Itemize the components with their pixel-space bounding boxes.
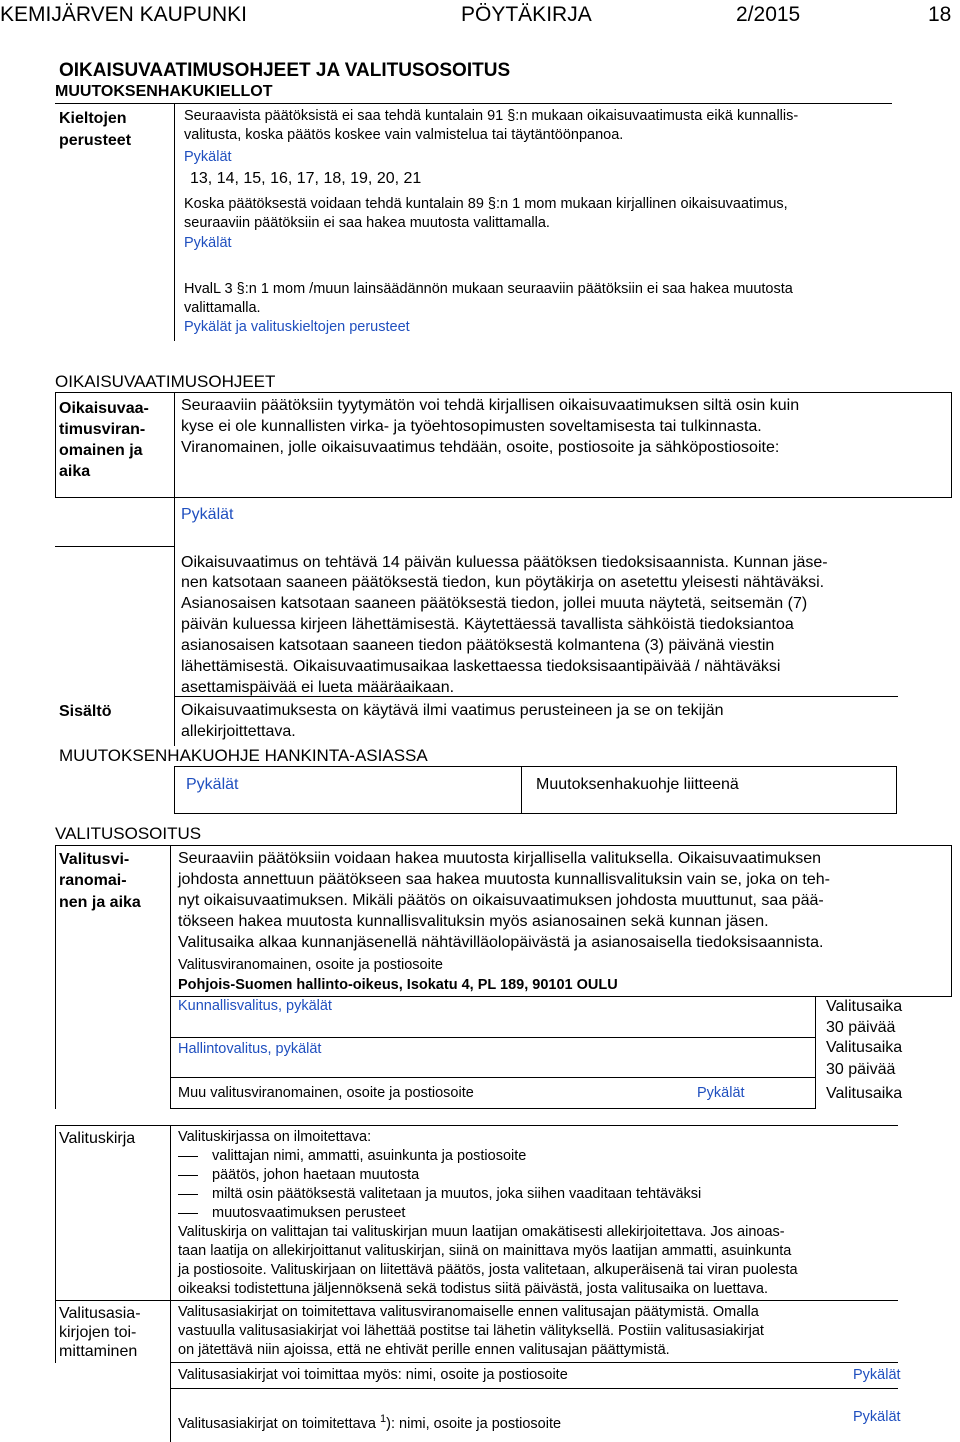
- procurement-divider: [521, 766, 522, 814]
- appeal-label-line: nen ja aika: [59, 894, 141, 911]
- bans-text-line: Koska päätöksestä voidaan tehdä kuntalain 89 §:n 1 mom mukaan kirjallinen oikaisuvaatimus,: [184, 196, 788, 212]
- appeal-other-rule: [170, 1108, 815, 1109]
- bans-text-line: seuraaviin päätöksiin ei saa hakea muutosta valittamalla.: [184, 215, 550, 231]
- appeal-municipal-pykalat-field[interactable]: Kunnallisvalitus, pykälät: [178, 998, 332, 1014]
- letter-text-line: Valituskirja on valittajan tai valituskirjan muun laatijan omakätisesti allekirjoitettava. Jos ainoas-: [178, 1224, 785, 1240]
- appeal-municipal-rule: [170, 1037, 815, 1038]
- appeal-label-line: ranomai-: [59, 872, 127, 889]
- claims-time-line: asettamispäivää ei lueta määräaikaan.: [181, 679, 455, 696]
- header-org: KEMIJÄRVEN KAUPUNKI: [0, 3, 248, 26]
- appeal-admin-pykalat-field[interactable]: Hallintovalitus, pykälät: [178, 1041, 322, 1057]
- claims-content-line: Oikaisuvaatimuksesta on käytävä ilmi vaatimus perusteineen ja se on tekijän: [181, 702, 724, 719]
- claims-time-line: päivän kuluessa kirjeen lähettämisestä. Käytettäessä tavallista sähköistä tiedoksiantoa: [181, 616, 794, 633]
- delivery-text-line: on jätettävä niin ajoissa, että ne ehtivät perille ennen valitusajan päättymistä.: [178, 1342, 670, 1358]
- claims-label-rule: [55, 546, 175, 547]
- appeal-other-time-label: Valitusaika: [826, 1085, 903, 1102]
- procurement-pykalat-field[interactable]: Pykälät: [186, 776, 239, 793]
- appeal-municipal-time-label: Valitusaika: [826, 998, 903, 1015]
- letter-text-line: ja postiosoite. Valituskirjaan on liitettävä päätös, josta valitetaan, alkuperäisenä tai viran puolesta: [178, 1262, 798, 1278]
- delivery-rows-left-rule: [170, 1362, 171, 1442]
- header-doc-type: PÖYTÄKIRJA: [461, 3, 592, 26]
- header-doc-number: 2/2015: [736, 3, 801, 26]
- bans-top-rule: [55, 103, 892, 104]
- appeal-text-line: tökseen hakea muutosta kunnallisvalituksin myös asianosainen sekä kunnan jäsen.: [178, 913, 769, 930]
- claims-label-line: Oikaisuvaa-: [59, 400, 149, 417]
- dash-icon: [178, 1213, 198, 1214]
- dash-icon: [178, 1194, 198, 1195]
- letter-bullet: [178, 1166, 898, 1185]
- bans-label-line: Kieltojen: [59, 110, 127, 127]
- claims-time-line: nen katsotaan saaneen päätöksestä tiedon, kun pöytäkirja on asetettu yleisesti nähtäväksi.: [181, 574, 825, 591]
- procurement-heading: MUUTOKSENHAKUOHJE HANKINTA-ASIASSA: [59, 746, 428, 765]
- claims-heading: OIKAISUVAATIMUSOHJEET: [55, 372, 276, 391]
- claims-time-line: asianosaisen katsotaan saaneen tiedon päätöksestä kolmantena (3) päivänä viestin: [181, 637, 775, 654]
- appeal-other-pykalat-field[interactable]: Pykälät: [697, 1085, 745, 1101]
- bans-heading: MUUTOKSENHAKUKIELLOT: [55, 83, 273, 100]
- delivery-label-line: mittaminen: [59, 1343, 138, 1360]
- claims-label-line: omainen ja: [59, 442, 143, 459]
- letter-column-divider: [170, 1125, 171, 1363]
- bans-text-line: HvalL 3 §:n 1 mom /muun lainsäädännön mukaan seuraaviin päätöksiin ei saa hakea muutosta: [184, 281, 793, 297]
- bans-label-line: perusteet: [59, 132, 132, 149]
- delivery-row-rule: [170, 1388, 898, 1389]
- delivery-top-rule: [55, 1300, 898, 1301]
- claims-text-line: kyse ei ole kunnallisten virka- ja työehtosopimusten soveltamisesta tai tulkinnasta.: [181, 418, 762, 435]
- letter-bullet: [178, 1204, 898, 1223]
- letter-text-line: taan laatija on allekirjoittanut valituskirjan, siinä on mainittava myös laatijan ammatti, asuinkunta: [178, 1243, 792, 1259]
- bans-pykalat-field[interactable]: Pykälät: [184, 235, 232, 251]
- appeal-text-line: Seuraaviin päätöksiin voidaan hakea muutosta kirjallisella valituksella. Oikaisuvaatimuksen: [178, 850, 821, 867]
- delivery-label-line: kirjojen toi-: [59, 1324, 137, 1341]
- dash-icon: [178, 1175, 198, 1176]
- letter-bullet-text: miltä osin päätöksestä valitetaan ja muutos, joka siihen vaaditaan tehtäväksi: [212, 1186, 702, 1202]
- delivery-row-rule: [170, 1362, 898, 1363]
- appeal-label-line: Valitusvi-: [59, 851, 130, 868]
- letter-top-rule: [55, 1125, 898, 1126]
- delivery-alt-recipient: Valitusasiakirjat voi toimittaa myös: nimi, osoite ja postiosoite: [178, 1367, 568, 1383]
- claims-column-divider: [174, 392, 175, 746]
- claims-content-line: allekirjoittettava.: [181, 723, 296, 740]
- appeal-text-line: johdosta annettuun päätökseen saa hakea muutosta kunnallisvalituksin vain se, joka on teh-: [178, 871, 830, 888]
- appeal-text-line: nyt oikaisuvaatimuksen. Mikäli päätös on oikaisuvaatimuksen johdosta muuttunut, saa pää-: [178, 892, 824, 909]
- appeal-admin-time-label: Valitusaika: [826, 1039, 903, 1056]
- bans-column-divider: [174, 103, 175, 341]
- letter-bullet-text: muutosvaatimuksen perusteet: [212, 1205, 406, 1221]
- appeal-time-divider: [815, 996, 816, 1109]
- delivery-required-recipient: [178, 1410, 561, 1434]
- appeal-text-line: Valitusaika alkaa kunnanjäsenellä nähtävilläolopäivästä ja asianosaisella tiedoksisaannista.: [178, 934, 824, 951]
- dash-icon: [178, 1156, 198, 1157]
- claims-label-line: aika: [59, 463, 91, 480]
- delivery-alt-pykalat-field[interactable]: Pykälät: [853, 1367, 901, 1383]
- claims-text-line: Seuraaviin päätöksiin tyytymätön voi tehdä kirjallisen oikaisuvaatimuksen siltä osin kuin: [181, 397, 800, 414]
- bans-pykalat-field[interactable]: Pykälät: [184, 149, 232, 165]
- appeal-heading: VALITUSOSOITUS: [55, 824, 202, 843]
- delivery-label-line: Valitusasia-: [59, 1305, 141, 1322]
- header-page-number: 18: [928, 3, 952, 26]
- claims-content-label: Sisältö: [59, 703, 112, 720]
- bans-text-line: Seuraavista päätöksistä ei saa tehdä kuntalain 91 §:n mukaan oikaisuvaatimusta eikä kunnallis-: [184, 108, 799, 124]
- appeal-municipal-time-value: 30 päivää: [826, 1019, 896, 1036]
- appeal-admin-time-value: 30 päivää: [826, 1061, 896, 1078]
- letter-label: Valituskirja: [59, 1130, 136, 1147]
- procurement-appendix-note: Muutoksenhakuohje liitteenä: [536, 776, 739, 793]
- claims-label-line: timusviran-: [59, 421, 146, 438]
- letter-left-rule: [55, 1125, 56, 1363]
- delivery-required-post: ): nimi, osoite ja postiosoite: [386, 1415, 562, 1432]
- delivery-text-line: Valitusasiakirjat on toimitettava valitusviranomaiselle ennen valitusajan päätymistä. Omalla: [178, 1304, 759, 1320]
- delivery-required-pykalat-field[interactable]: Pykälät: [853, 1409, 901, 1425]
- bans-text-line: valitusta, koska päätös koskee vain valmistelua tai täytäntöönpanoa.: [184, 127, 624, 143]
- letter-bullet: [178, 1185, 898, 1204]
- letter-intro: Valituskirjassa on ilmoitettava:: [178, 1129, 372, 1145]
- appeal-top-rule: [55, 845, 952, 846]
- appeal-left-rule: [55, 845, 56, 1109]
- bans-section-numbers: 13, 14, 15, 16, 17, 18, 19, 20, 21: [190, 170, 422, 187]
- claims-time-line: Asianosaisen katsotaan saaneen päätöksestä tiedon, jollei muuta näytetä, seitsemän (7): [181, 595, 808, 612]
- appeal-other-authority: Muu valitusviranomainen, osoite ja postiosoite: [178, 1085, 474, 1101]
- appeal-column-divider: [170, 845, 171, 1109]
- page-title: OIKAISUVAATIMUSOHJEET JA VALITUSOSOITUS: [59, 60, 511, 81]
- appeal-authority-address: Pohjois-Suomen hallinto-oikeus, Isokatu 4, PL 189, 90101 OULU: [178, 977, 618, 993]
- letter-text-line: oikeaksi todistettuna jäljennöksenä sekä todistus siitä päivästä, josta valitusaika on luettava.: [178, 1281, 769, 1297]
- delivery-required-pre: Valitusasiakirjat on toimitettava: [178, 1415, 381, 1432]
- letter-bullet-text: valittajan nimi, ammatti, asuinkunta ja postiosoite: [212, 1148, 527, 1164]
- bans-text-line: valittamalla.: [184, 300, 261, 316]
- bans-pykalat-grounds-field[interactable]: Pykälät ja valituskieltojen perusteet: [184, 319, 410, 335]
- letter-bullet-text: päätös, johon haetaan muutosta: [212, 1167, 420, 1183]
- appeal-authority-label: Valitusviranomainen, osoite ja postiosoite: [178, 957, 443, 973]
- claims-time-line: lähettämisestä. Oikaisuvaatimusaikaa laskettaessa tiedoksisaantipäivää / nähtäväksi: [181, 658, 781, 675]
- letter-bullet: [178, 1147, 898, 1166]
- footnote-marker: 1: [380, 1413, 387, 1425]
- claims-text-line: Viranomainen, jolle oikaisuvaatimus tehdään, osoite, postiosoite ja sähköpostiosoite:: [181, 439, 780, 456]
- claims-time-line: Oikaisuvaatimus on tehtävä 14 päivän kuluessa päätöksen tiedoksisaannista. Kunnan jäse-: [181, 554, 828, 571]
- delivery-text-line: vastuulla valitusasiakirjat voi lähettää postitse tai lähetin välityksellä. Postiin valitusasiakirjat: [178, 1323, 764, 1339]
- appeal-right-rule: [951, 845, 952, 996]
- appeal-admin-rule: [170, 1077, 815, 1078]
- claims-pykalat-field[interactable]: Pykälät: [181, 506, 234, 523]
